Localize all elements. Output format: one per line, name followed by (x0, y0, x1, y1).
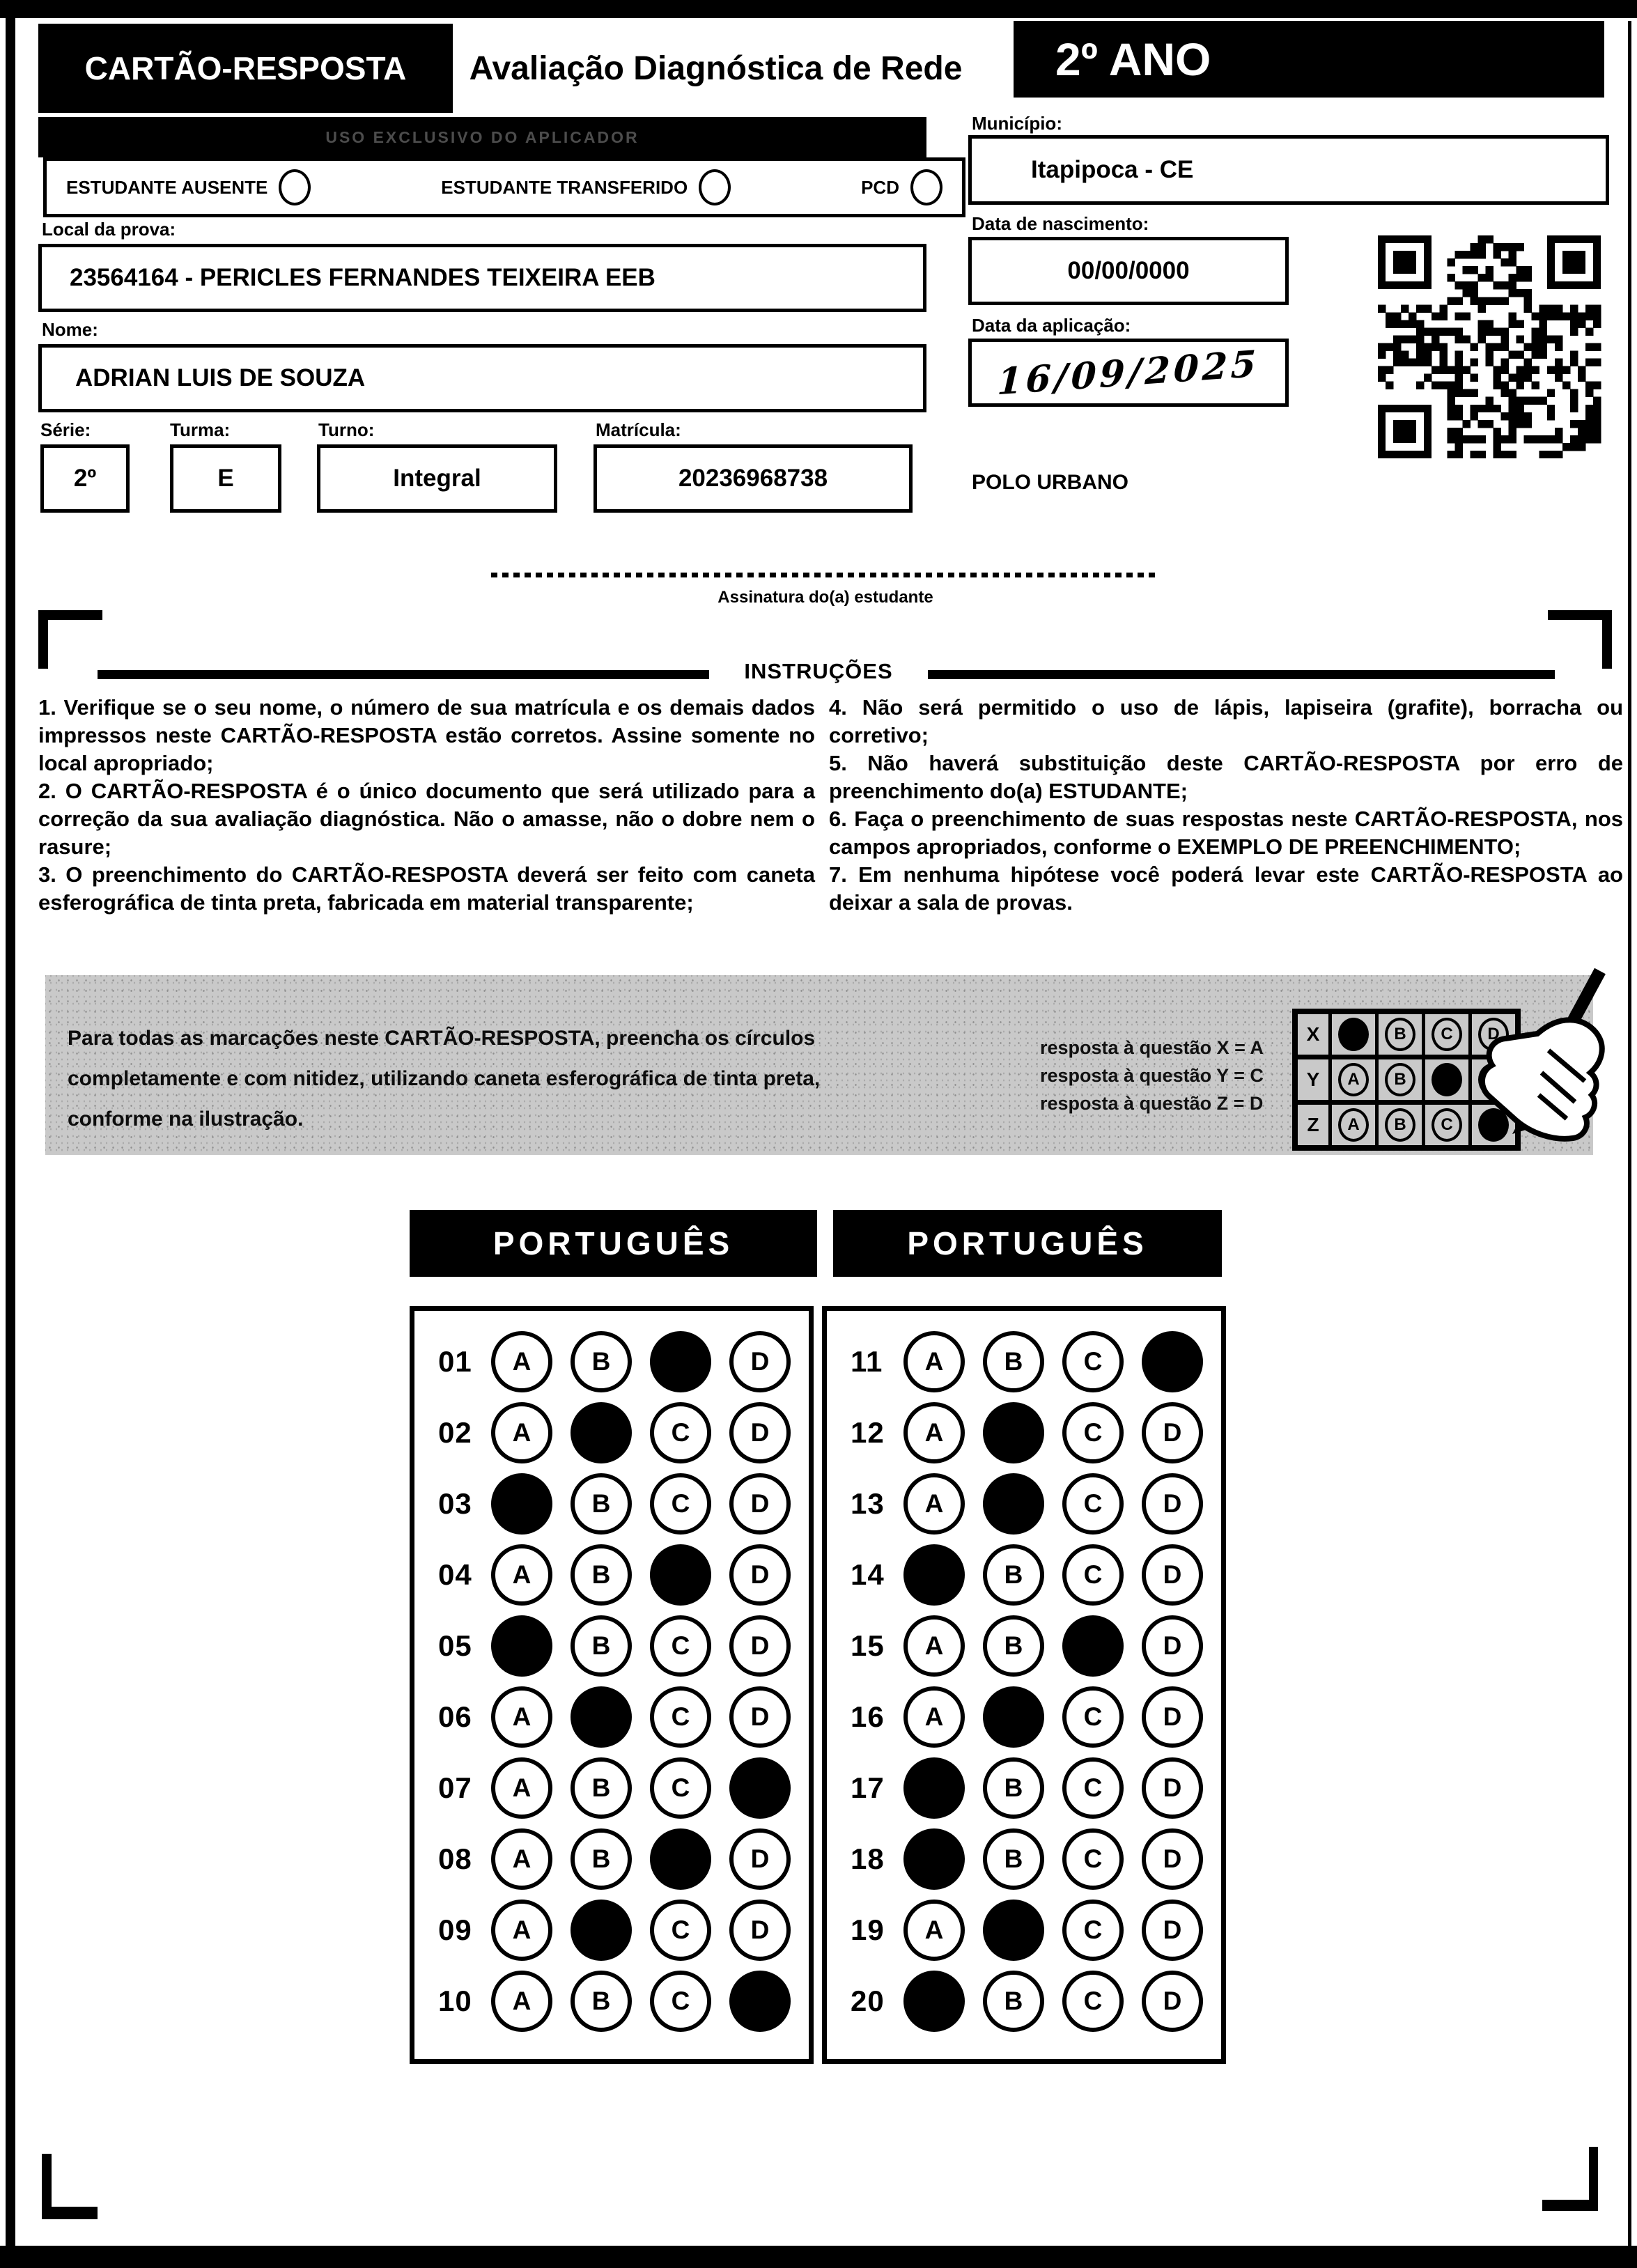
question-row-04 (414, 1539, 809, 1610)
bubble-01-C[interactable]: C (650, 1331, 711, 1392)
bubble-18-A[interactable]: A (903, 1828, 965, 1890)
question-number: 05 (438, 1629, 472, 1662)
question-number: 08 (438, 1842, 472, 1875)
question-row-18 (827, 1824, 1221, 1895)
signature-caption: Assinatura do(a) estudante (717, 588, 933, 607)
example-grid-cell (1332, 1105, 1379, 1145)
bubble-09-A[interactable]: A (491, 1900, 552, 1961)
bubble-20-A[interactable]: A (903, 1971, 965, 2032)
bubble-17-A[interactable]: A (903, 1757, 965, 1819)
bubble-14-C[interactable]: C (1062, 1544, 1124, 1606)
bubble-18-B[interactable]: B (983, 1828, 1044, 1890)
bubble-07-A[interactable]: A (491, 1757, 552, 1819)
bubble-19-B[interactable]: B (983, 1900, 1044, 1961)
instructions-divider-right (928, 670, 1555, 679)
bubble-13-B[interactable]: B (983, 1473, 1044, 1535)
instruction-item: 7. Em nenhuma hipótese você poderá levar este CARTÃO-RESPOSTA ao deixar a sala de provas. (829, 862, 1623, 915)
instruction-item: 4. Não será permitido o uso de lápis, lapiseira (grafite), borracha ou corretivo; (829, 695, 1623, 747)
instructions-column-right (829, 694, 1623, 917)
question-row-20 (827, 1966, 1221, 2037)
bubble-11-A[interactable]: A (903, 1331, 965, 1392)
instruction-item: 3. O preenchimento do CARTÃO-RESPOSTA deverá ser feito com caneta esferográfica de tinta preta, fabricada em material transparente; (38, 862, 815, 915)
example-grid-label: X (1298, 1014, 1332, 1055)
aplicacao-label: Data da aplicação: (972, 315, 1131, 336)
question-number: 02 (438, 1416, 472, 1449)
bubble-15-B[interactable]: B (983, 1615, 1044, 1677)
bubble-10-C[interactable]: C (650, 1971, 711, 2032)
nome-field (38, 344, 926, 412)
bubble-02-B[interactable]: B (571, 1402, 632, 1463)
bubble-19-A[interactable]: A (903, 1900, 965, 1961)
bubble-09-D[interactable]: D (729, 1900, 791, 1961)
bubble-03-D[interactable]: D (729, 1473, 791, 1535)
corner-mark-bottom-left (42, 2154, 98, 2219)
aplicacao-field (968, 339, 1289, 407)
example-grid-cell (1332, 1014, 1379, 1055)
question-number: 10 (438, 1984, 472, 2017)
bubble-02-A[interactable]: A (491, 1402, 552, 1463)
local-value: 23564164 - PERICLES FERNANDES TEIXEIRA EEB (70, 264, 655, 291)
question-row-09 (414, 1895, 809, 1966)
bubble-17-B[interactable]: B (983, 1757, 1044, 1819)
nome-value: ADRIAN LUIS DE SOUZA (75, 364, 366, 391)
bubble-14-D[interactable]: D (1142, 1544, 1203, 1606)
question-number: 20 (851, 1984, 885, 2017)
bubble-15-D[interactable]: D (1142, 1615, 1203, 1677)
question-row-06 (414, 1681, 809, 1753)
corner-mark-bottom-right (1542, 2147, 1598, 2211)
municipio-label: Município: (972, 113, 1062, 134)
bubble-03-A[interactable]: A (491, 1473, 552, 1535)
question-row-12 (827, 1397, 1221, 1468)
question-row-10 (414, 1966, 809, 2037)
bubble-01-A[interactable]: A (491, 1331, 552, 1392)
right-border-line (1628, 21, 1631, 2250)
nascimento-label: Data de nascimento: (972, 213, 1149, 234)
question-row-15 (827, 1610, 1221, 1681)
turma-field (170, 444, 281, 513)
applicator-options-box (43, 157, 965, 217)
bubble-11-B[interactable]: B (983, 1331, 1044, 1392)
example-grid-cell (1332, 1059, 1379, 1100)
exam-title: Avaliação Diagnóstica de Rede (460, 24, 972, 113)
bubble-03-C[interactable]: C (650, 1473, 711, 1535)
bubble-08-D[interactable]: D (729, 1828, 791, 1890)
serie-label: Série: (40, 419, 91, 440)
instructions-column-left (38, 694, 815, 917)
turma-value: E (217, 465, 234, 492)
bubble-11-D[interactable]: D (1142, 1331, 1203, 1392)
bubble-11-C[interactable]: C (1062, 1331, 1124, 1392)
question-number: 07 (438, 1771, 472, 1804)
bubble-05-C[interactable]: C (650, 1615, 711, 1677)
bubble-06-B[interactable]: B (571, 1686, 632, 1748)
bubble-16-C[interactable]: C (1062, 1686, 1124, 1748)
bubble-02-C[interactable]: C (650, 1402, 711, 1463)
bubble-15-A[interactable]: A (903, 1615, 965, 1677)
bubble-01-D[interactable]: D (729, 1331, 791, 1392)
question-row-16 (827, 1681, 1221, 1753)
bubble-12-B[interactable]: B (983, 1402, 1044, 1463)
bubble-13-D[interactable]: D (1142, 1473, 1203, 1535)
bubble-04-D[interactable]: D (729, 1544, 791, 1606)
question-row-11 (827, 1326, 1221, 1397)
hand-pen-icon (1438, 967, 1606, 1156)
matricula-value: 20236968738 (678, 465, 828, 492)
bubble-01-B[interactable]: B (571, 1331, 632, 1392)
bubble-16-A[interactable]: A (903, 1686, 965, 1748)
nascimento-value: 00/00/0000 (1067, 257, 1190, 284)
corner-mark-top-right (1548, 610, 1612, 669)
example-band (45, 975, 1593, 1155)
example-bubble-Y-A: A (1338, 1063, 1369, 1096)
example-bubble-Z-C: C (1432, 1108, 1462, 1142)
bubble-14-B[interactable]: B (983, 1544, 1044, 1606)
question-number: 16 (851, 1700, 885, 1733)
bubble-06-D[interactable]: D (729, 1686, 791, 1748)
turno-label: Turno: (318, 419, 375, 440)
left-border-bar (6, 7, 15, 2254)
answers-box (410, 1306, 814, 2064)
example-grid-label: Z (1298, 1105, 1332, 1145)
answers-box (822, 1306, 1226, 2064)
subject-header-right: PORTUGUÊS (833, 1210, 1222, 1277)
bubble-17-D[interactable]: D (1142, 1757, 1203, 1819)
example-bubble-Z-B: B (1385, 1108, 1415, 1142)
bottom-border-bar (0, 2246, 1637, 2268)
nome-label: Nome: (42, 319, 98, 340)
bubble-12-D[interactable]: D (1142, 1402, 1203, 1463)
bubble-18-C[interactable]: C (1062, 1828, 1124, 1890)
question-number: 12 (851, 1416, 885, 1449)
question-number: 03 (438, 1487, 472, 1520)
bubble-20-C[interactable]: C (1062, 1971, 1124, 2032)
corner-mark-top-left (38, 610, 102, 669)
matricula-label: Matrícula: (596, 419, 681, 440)
municipio-field (968, 135, 1609, 205)
top-border-bar (0, 0, 1637, 18)
aplicacao-handwritten-value: 16/09/2025 (996, 342, 1261, 403)
question-number: 15 (851, 1629, 885, 1662)
option-label: ESTUDANTE TRANSFERIDO (441, 176, 688, 198)
nascimento-field (968, 237, 1289, 305)
municipio-value: Itapipoca - CE (1031, 156, 1194, 183)
question-number: 14 (851, 1558, 885, 1591)
question-row-08 (414, 1824, 809, 1895)
local-label: Local da prova: (42, 219, 176, 240)
matricula-field (593, 444, 913, 513)
example-legend-line: resposta à questão Y = C (1040, 1065, 1264, 1086)
bubble-09-B[interactable]: B (571, 1900, 632, 1961)
bubble-07-B[interactable]: B (571, 1757, 632, 1819)
bubble-04-B[interactable]: B (571, 1544, 632, 1606)
bubble-12-C[interactable]: C (1062, 1402, 1124, 1463)
serie-field (40, 444, 130, 513)
absent-circle[interactable] (279, 169, 311, 205)
subject-header-left: PORTUGUÊS (410, 1210, 817, 1277)
option-pcd (861, 169, 942, 205)
bubble-08-C[interactable]: C (650, 1828, 711, 1890)
instructions-divider-left (98, 670, 709, 679)
bubble-14-A[interactable]: A (903, 1544, 965, 1606)
instruction-item: 2. O CARTÃO-RESPOSTA é o único documento que será utilizado para a correção da sua avaliação diagnóstica. Não o amasse, não o dobre nem o rasure; (38, 779, 815, 859)
bubble-12-A[interactable]: A (903, 1402, 965, 1463)
bubble-08-B[interactable]: B (571, 1828, 632, 1890)
turma-label: Turma: (170, 419, 231, 440)
instruction-item: 1. Verifique se o seu nome, o número de sua matrícula e os demais dados impressos neste CARTÃO-RESPOSTA estão corretos. Assine somente no local apropriado; (38, 695, 815, 775)
bubble-19-C[interactable]: C (1062, 1900, 1124, 1961)
bubble-20-D[interactable]: D (1142, 1971, 1203, 2032)
bubble-08-A[interactable]: A (491, 1828, 552, 1890)
bubble-05-A[interactable]: A (491, 1615, 552, 1677)
question-number: 04 (438, 1558, 472, 1591)
instructions-title: INSTRUÇÕES (744, 659, 893, 683)
example-bubble-X-D: D (1478, 1018, 1509, 1051)
example-text: Para todas as marcações neste CARTÃO-RESPOSTA, preencha os círculos completamente e com nitidez, utilizando caneta esferográfica de tinta preta, conforme na ilustração. (68, 1027, 821, 1131)
bubble-06-C[interactable]: C (650, 1686, 711, 1748)
bubble-16-D[interactable]: D (1142, 1686, 1203, 1748)
question-number: 17 (851, 1771, 885, 1804)
card-title: CARTÃO-RESPOSTA (38, 24, 453, 113)
bubble-10-B[interactable]: B (571, 1971, 632, 2032)
bubble-10-A[interactable]: A (491, 1971, 552, 2032)
serie-value: 2º (73, 465, 97, 492)
bubble-07-C[interactable]: C (650, 1757, 711, 1819)
polo-text: POLO URBANO (972, 471, 1128, 494)
applicator-bar-label: USO EXCLUSIVO DO APLICADOR (325, 127, 639, 146)
example-bubble-Y-B: B (1385, 1063, 1415, 1096)
bubble-05-D[interactable]: D (729, 1615, 791, 1677)
bubble-04-A[interactable]: A (491, 1544, 552, 1606)
question-row-03 (414, 1468, 809, 1539)
bubble-20-B[interactable]: B (983, 1971, 1044, 2032)
bubble-03-B[interactable]: B (571, 1473, 632, 1535)
bubble-02-D[interactable]: D (729, 1402, 791, 1463)
example-grid-cell (1379, 1059, 1425, 1100)
bubble-17-C[interactable]: C (1062, 1757, 1124, 1819)
example-grid-cell (1379, 1014, 1425, 1055)
question-row-13 (827, 1468, 1221, 1539)
bubble-19-D[interactable]: D (1142, 1900, 1203, 1961)
example-legend (1040, 1034, 1264, 1117)
question-number: 01 (438, 1345, 472, 1378)
bubble-10-D[interactable]: D (729, 1971, 791, 2032)
question-number: 13 (851, 1487, 885, 1520)
bubble-13-A[interactable]: A (903, 1473, 965, 1535)
bubble-18-D[interactable]: D (1142, 1828, 1203, 1890)
applicator-bar (38, 117, 926, 157)
bubble-04-C[interactable]: C (650, 1544, 711, 1606)
example-bubble-X-B: B (1385, 1018, 1415, 1051)
question-row-17 (827, 1753, 1221, 1824)
bubble-07-D[interactable]: D (729, 1757, 791, 1819)
example-legend-line: resposta à questão Z = D (1040, 1093, 1264, 1114)
example-bubble-X-A (1338, 1018, 1369, 1051)
bubble-16-B[interactable]: B (983, 1686, 1044, 1748)
bubble-05-B[interactable]: B (571, 1615, 632, 1677)
option-estudante-transferido (441, 169, 731, 205)
bubble-13-C[interactable]: C (1062, 1473, 1124, 1535)
example-grid-cell (1379, 1105, 1425, 1145)
bubble-15-C[interactable]: C (1062, 1615, 1124, 1677)
question-row-01 (414, 1326, 809, 1397)
example-legend-line: resposta à questão X = A (1040, 1037, 1264, 1058)
question-row-07 (414, 1753, 809, 1824)
turno-field (317, 444, 557, 513)
example-bubble-X-C: C (1432, 1018, 1462, 1051)
bubble-06-A[interactable]: A (491, 1686, 552, 1748)
question-row-05 (414, 1610, 809, 1681)
turno-value: Integral (393, 465, 481, 492)
question-number: 09 (438, 1913, 472, 1946)
option-label: ESTUDANTE AUSENTE (66, 176, 268, 198)
question-number: 06 (438, 1700, 472, 1733)
local-field (38, 244, 926, 312)
question-number: 19 (851, 1913, 885, 1946)
signature-line[interactable] (491, 573, 1160, 577)
option-estudante-ausente (66, 169, 311, 205)
question-row-02 (414, 1397, 809, 1468)
pcd-circle[interactable] (910, 169, 942, 205)
question-number: 18 (851, 1842, 885, 1875)
grade-badge: 2º ANO (1014, 21, 1604, 98)
transferred-circle[interactable] (699, 169, 731, 205)
instruction-item: 6. Faça o preenchimento de suas respostas neste CARTÃO-RESPOSTA, nos campos apropriados, conforme o EXEMPLO DE PREENCHIMENTO; (829, 807, 1623, 859)
question-row-19 (827, 1895, 1221, 1966)
instruction-item: 5. Não haverá substituição deste CARTÃO-RESPOSTA por erro de preenchimento do(a) ESTUDANTE; (829, 751, 1623, 803)
example-bubble-Z-A: A (1338, 1108, 1369, 1142)
option-label: PCD (861, 176, 899, 198)
qr-code (1374, 235, 1605, 458)
question-row-14 (827, 1539, 1221, 1610)
bubble-09-C[interactable]: C (650, 1900, 711, 1961)
question-number: 11 (851, 1345, 883, 1378)
example-grid-label: Y (1298, 1059, 1332, 1100)
